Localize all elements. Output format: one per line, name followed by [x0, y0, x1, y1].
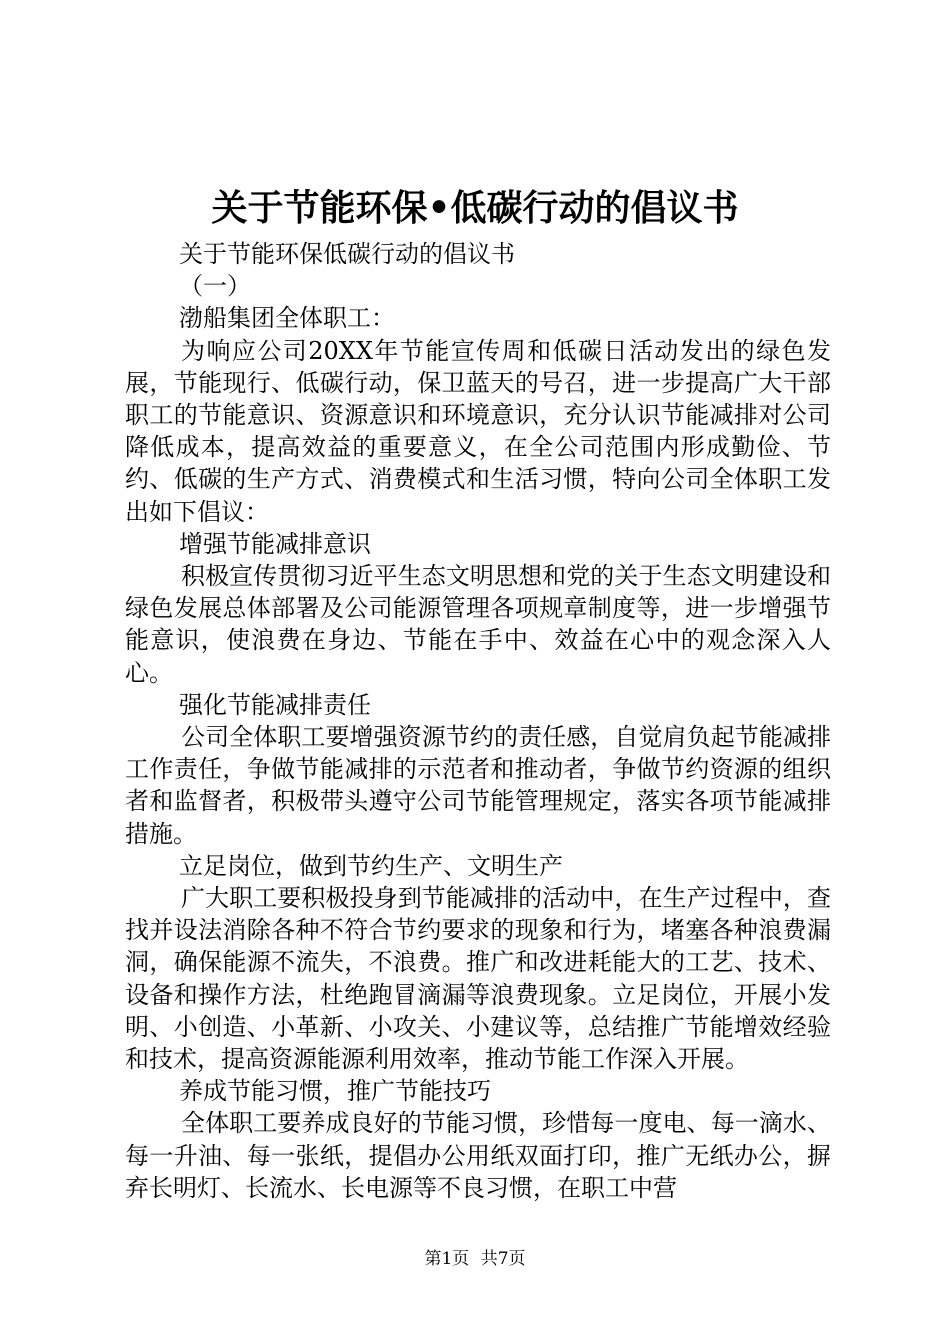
section-heading: 养成节能习惯，推广节能技巧	[179, 1077, 491, 1106]
salutation: 渤船集团全体职工：	[179, 304, 395, 333]
section-paragraph: 广大职工要积极投身到节能减排的活动中，在生产过程中，查找并设法消除各种不符合节约要求的现象和行为，堵塞各种浪费漏洞，确保能源不流失，不浪费。推广和改进耗能大的工艺、技术、设备和操作方法，杜绝跑冒滴漏等浪费现象。立足岗位，开展小发明、小创造、小革新、小攻关、小建议等，总结推广节能增效经验和技术，提高资源能源利用效率，推动节能工作深入开展。	[125, 884, 831, 1074]
section-paragraph: 积极宣传贯彻习近平生态文明思想和党的关于生态文明建设和绿色发展总体部署及公司能源管理各项规章制度等，进一步增强节能意识，使浪费在身边、节能在手中、效益在心中的观念深入人心。	[125, 562, 831, 687]
intro-paragraph: 为响应公司20XX年节能宣传周和低碳日活动发出的绿色发展，节能现行、低碳行动，保卫蓝天的号召，进一步提高广大干部职工的节能意识、资源意识和环境意识，充分认识节能减排对公司降低成本，提高效益的重要意义，在全公司范围内形成勤俭、节约、低碳的生产方式、消费模式和生活习惯，特向公司全体职工发出如下倡议：	[125, 336, 831, 526]
section-heading: 强化节能减排责任	[179, 690, 371, 719]
section-paragraph: 公司全体职工要增强资源节约的责任感，自觉肩负起节能减排工作责任，争做节能减排的示范者和推动者，争做节约资源的组织者和监督者，积极带头遵守公司节能管理规定，落实各项节能减排措施。	[125, 723, 831, 848]
document-subtitle: 关于节能环保低碳行动的倡议书	[179, 240, 515, 268]
document-number: （一）	[179, 272, 251, 301]
page-total: 共7页	[480, 1249, 526, 1269]
section-heading: 立足岗位，做到节约生产、文明生产	[179, 851, 563, 880]
document-title: 关于节能环保•低碳行动的倡议书	[211, 187, 739, 229]
page-footer	[0, 1244, 950, 1269]
section-heading: 增强节能减排意识	[179, 529, 371, 558]
page-number: 第1页	[424, 1249, 470, 1269]
section-paragraph: 全体职工要养成良好的节能习惯，珍惜每一度电、每一滴水、每一升油、每一张纸，提倡办公用纸双面打印，推广无纸办公，摒弃长明灯、长流水、长电源等不良习惯，在职工中营	[125, 1109, 831, 1202]
document-body	[125, 238, 831, 1204]
